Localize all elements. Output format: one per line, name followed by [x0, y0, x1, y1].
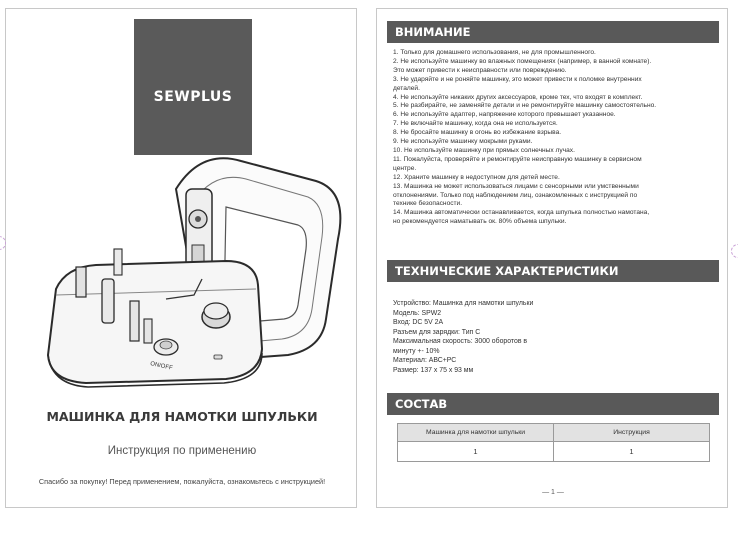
list-item: 13. Машинка не может использоваться лицами с сенсорными или умственными	[393, 182, 639, 190]
list-item: 5. Не разбирайте, не заменяйте детали и не ремонтируйте машинку самостоятельно.	[393, 102, 657, 110]
table-cell: 1	[554, 442, 710, 462]
brand-logo-block	[134, 19, 252, 155]
on-off-label: ON/OFF	[149, 361, 174, 372]
product-title: МАШИНКА ДЛЯ НАМОТКИ ШПУЛЬКИ	[46, 409, 318, 424]
spec-line: Разъем для зарядки: Тип С	[393, 328, 481, 336]
list-item: 4. Не используйте никаких других аксессуаров, кроме тех, что входят в комплект.	[393, 93, 643, 101]
list-item: 6. Не используйте адаптер, напряжение которого превышает указанное.	[393, 111, 616, 119]
list-item: 12. Храните машинку в недоступном для детей месте.	[393, 173, 560, 181]
specs-list	[393, 299, 715, 375]
table-row	[398, 442, 710, 462]
list-item: 1. Только для домашнего использования, не для промышленного.	[393, 49, 596, 56]
spec-line: Устройство: Машинка для намотки шпульки	[393, 300, 534, 307]
spec-line: минуту +- 10%	[393, 347, 440, 355]
list-item: центре.	[393, 164, 417, 172]
list-item: деталей.	[393, 84, 420, 92]
thanks-note: Спасибо за покупку! Перед применением, пожалуйста, ознакомьтесь с инструкцией!	[38, 477, 326, 486]
warning-header: ВНИМАНИЕ	[387, 21, 719, 43]
list-item: технике безопасности.	[393, 200, 463, 208]
spec-line: Вход: DC 5V 2A	[393, 319, 444, 326]
table-header-cell: Инструкция	[554, 424, 710, 442]
bobbin-winder-illustration	[26, 149, 346, 399]
warning-list	[393, 49, 715, 227]
list-item: 7. Не включайте машинку, когда она не используется.	[393, 120, 558, 128]
list-item: 14. Машинка автоматически останавливается, когда шпулька полностью намотана,	[393, 209, 650, 217]
list-item: Это может привести к неисправности или повреждению.	[393, 66, 567, 74]
list-item: 11. Пожалуйста, проверяйте и ремонтируйте неисправную машинку в сервисном	[393, 155, 642, 163]
contents-header: СОСТАВ	[387, 393, 719, 415]
cover-page	[5, 8, 357, 508]
binding-marker-right	[731, 244, 738, 258]
brand-logo: SEWPLUS	[153, 89, 233, 105]
table-header-cell: Машинка для намотки шпульки	[398, 424, 554, 442]
spec-line: Материал: АВС+РС	[393, 357, 457, 364]
list-item: 8. Не бросайте машинку в огонь во избежание взрыва.	[393, 129, 562, 137]
list-item: 9. Не используйте машинку мокрыми руками.	[393, 138, 533, 146]
table-cell: 1	[398, 442, 554, 462]
list-item: 10. Не используйте машинку при прямых солнечных лучах.	[393, 146, 575, 154]
list-item: 3. Не ударяйте и не роняйте машинку, это может привести к поломке внутренних	[393, 75, 642, 83]
contents-table	[397, 423, 710, 462]
spec-line: Модель: SPW2	[393, 309, 442, 317]
list-item: но рекомендуется наматывать ок. 80% объема шпульки.	[393, 218, 567, 226]
instructions-page	[376, 8, 728, 508]
list-item: отклонениями. Только под наблюдением лиц, ознакомленных с инструкцией по	[393, 191, 638, 199]
list-item: 2. Не используйте машинку во влажных помещениях (например, в ванной комнате).	[393, 57, 652, 65]
specs-header: ТЕХНИЧЕСКИЕ ХАРАКТЕРИСТИКИ	[387, 260, 719, 282]
page-number: — 1 —	[542, 489, 564, 496]
table-header-row	[398, 424, 710, 442]
spec-line: Размер: 137 х 75 х 93 мм	[393, 366, 474, 374]
spec-line: Максимальная скорость: 3000 оборотов в	[393, 338, 528, 345]
product-subtitle: Инструкция по применению	[107, 445, 257, 457]
